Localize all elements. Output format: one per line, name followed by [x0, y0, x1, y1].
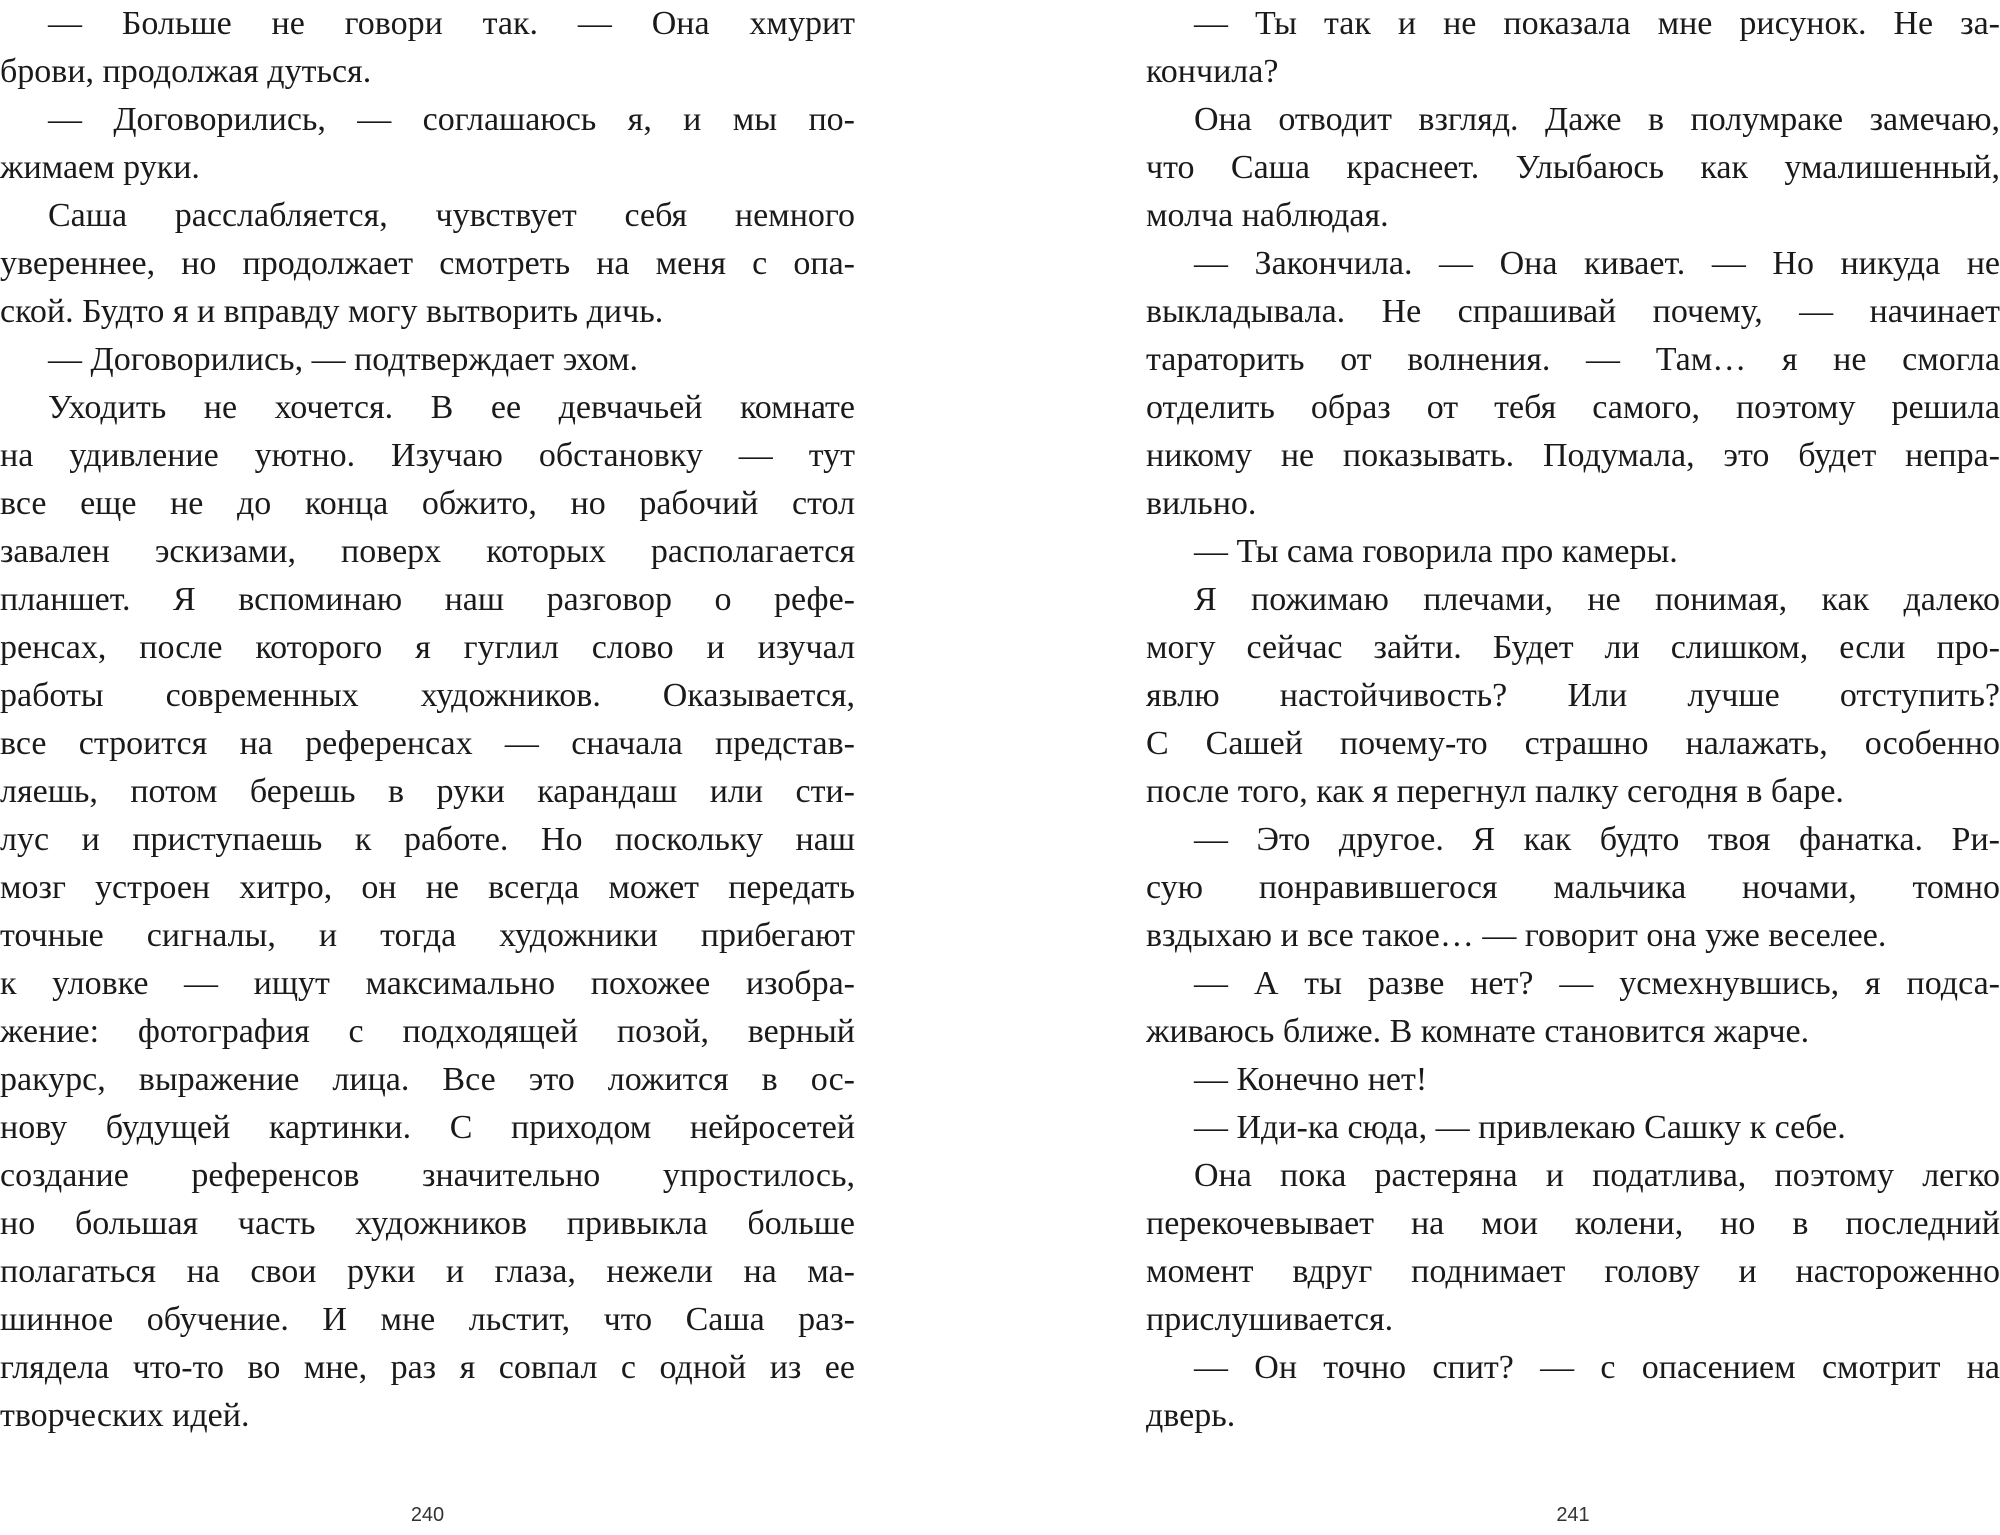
text-line: все еще не до конца обжито, но рабочий стол	[0, 485, 855, 522]
text-line: тараторить от волнения. — Там… я не смогла	[1146, 341, 2000, 378]
text-line: могу сейчас зайти. Будет ли слишком, если про-	[1146, 629, 2000, 666]
text-line: кончила?	[1146, 53, 1279, 90]
text-line: — Договорились, — подтверждает эхом.	[48, 341, 639, 378]
text-line: лус и приступаешь к работе. Но поскольку наш	[0, 821, 855, 858]
page-number-right: 241	[1556, 1504, 1590, 1526]
text-line: сую понравившегося мальчика ночами, томно	[1146, 869, 2000, 906]
text-line: перекочевывает на мои колени, но в последний	[1146, 1205, 2000, 1242]
text-line: выкладывала. Не спрашивай почему, — начинает	[1146, 293, 2000, 330]
text-line: брови, продолжая дуться.	[0, 53, 372, 90]
right-page-text	[1146, 0, 2000, 1440]
text-line: никому не показывать. Подумала, это будет непра-	[1146, 437, 2000, 474]
text-line: работы современных художников. Оказывается,	[0, 677, 855, 714]
right-page	[1146, 0, 2000, 1535]
text-line: — Ты сама говорила про камеры.	[1194, 533, 1678, 570]
text-line: жение: фотография с подходящей позой, верный	[0, 1013, 855, 1050]
text-line: — Закончила. — Она кивает. — Но никуда не	[1194, 245, 2000, 282]
text-line: точные сигналы, и тогда художники прибегают	[0, 917, 855, 954]
text-line: явлю настойчивость? Или лучше отступить?	[1146, 677, 2000, 714]
text-line: — Больше не говори так. — Она хмурит	[48, 5, 855, 42]
text-line: отделить образ от тебя самого, поэтому решила	[1146, 389, 2000, 426]
text-line: но большая часть художников привыкла больше	[0, 1205, 855, 1242]
text-line: ляешь, потом берешь в руки карандаш или сти-	[0, 773, 855, 810]
text-line: мозг устроен хитро, он не всегда может передать	[0, 869, 855, 906]
text-line: что Саша краснеет. Улыбаюсь как умалишенный,	[1146, 149, 2000, 186]
page-number-left: 240	[410, 1504, 445, 1526]
text-line: ракурс, выражение лица. Все это ложится в ос-	[0, 1061, 855, 1098]
text-line: Она пока растеряна и податлива, поэтому легко	[1194, 1157, 2000, 1194]
text-line: после того, как я перегнул палку сегодня в баре.	[1146, 773, 1844, 810]
text-line: Она отводит взгляд. Даже в полумраке замечаю,	[1194, 101, 2000, 138]
text-line: к уловке — ищут максимально похожее изобра-	[0, 965, 855, 1002]
text-line: С Сашей почему-то страшно налажать, особенно	[1146, 725, 2000, 762]
text-line: Уходить не хочется. В ее девчачьей комнате	[48, 389, 855, 426]
text-line: вздыхаю и все такое… — говорит она уже веселее.	[1146, 917, 1887, 954]
text-line: прислушивается.	[1146, 1301, 1394, 1338]
text-line: ской. Будто я и вправду могу вытворить дичь.	[0, 293, 664, 330]
text-line: — А ты разве нет? — усмехнувшись, я подса-	[1194, 965, 2000, 1002]
text-line: вильно.	[1146, 485, 1257, 522]
text-line: — Это другое. Я как будто твоя фанатка. Ри-	[1194, 821, 2000, 858]
text-line: — Он точно спит? — с опасением смотрит на	[1194, 1349, 2000, 1386]
text-line: создание референсов значительно упростилось,	[0, 1157, 855, 1194]
text-line: Саша расслабляется, чувствует себя немного	[48, 197, 855, 234]
text-line: увереннее, но продолжает смотреть на меня с опа-	[0, 245, 855, 282]
text-line: ренсах, после которого я гуглил слово и изучал	[0, 629, 855, 666]
text-line: молча наблюдая.	[1146, 197, 1389, 234]
text-line: дверь.	[1146, 1397, 1236, 1434]
text-line: живаюсь ближе. В комнате становится жарче.	[1146, 1013, 1810, 1050]
left-page	[0, 0, 855, 1535]
text-line: шинное обучение. И мне льстит, что Саша раз-	[0, 1301, 855, 1338]
text-line: — Договорились, — соглашаюсь я, и мы по-	[48, 101, 855, 138]
text-line: завален эскизами, поверх которых располагается	[0, 533, 855, 570]
text-line: нову будущей картинки. С приходом нейросетей	[0, 1109, 855, 1146]
text-line: Я пожимаю плечами, не понимая, как далеко	[1194, 581, 2000, 618]
text-line: глядела что-то во мне, раз я совпал с одной из ее	[0, 1349, 855, 1386]
text-line: творческих идей.	[0, 1397, 250, 1434]
text-line: — Ты так и не показала мне рисунок. Не за-	[1194, 5, 2000, 42]
text-line: полагаться на свои руки и глаза, нежели на ма-	[0, 1253, 855, 1290]
text-line: планшет. Я вспоминаю наш разговор о рефе-	[0, 581, 855, 618]
left-page-text	[0, 0, 855, 1440]
text-line: — Конечно нет!	[1194, 1061, 1428, 1098]
text-line: на удивление уютно. Изучаю обстановку — тут	[0, 437, 855, 474]
text-line: момент вдруг поднимает голову и настороженно	[1146, 1253, 2000, 1290]
text-line: — Иди-ка сюда, — привлекаю Сашку к себе.	[1194, 1109, 1846, 1146]
text-line: жимаем руки.	[0, 149, 200, 186]
text-line: все строится на референсах — сначала представ-	[0, 725, 855, 762]
